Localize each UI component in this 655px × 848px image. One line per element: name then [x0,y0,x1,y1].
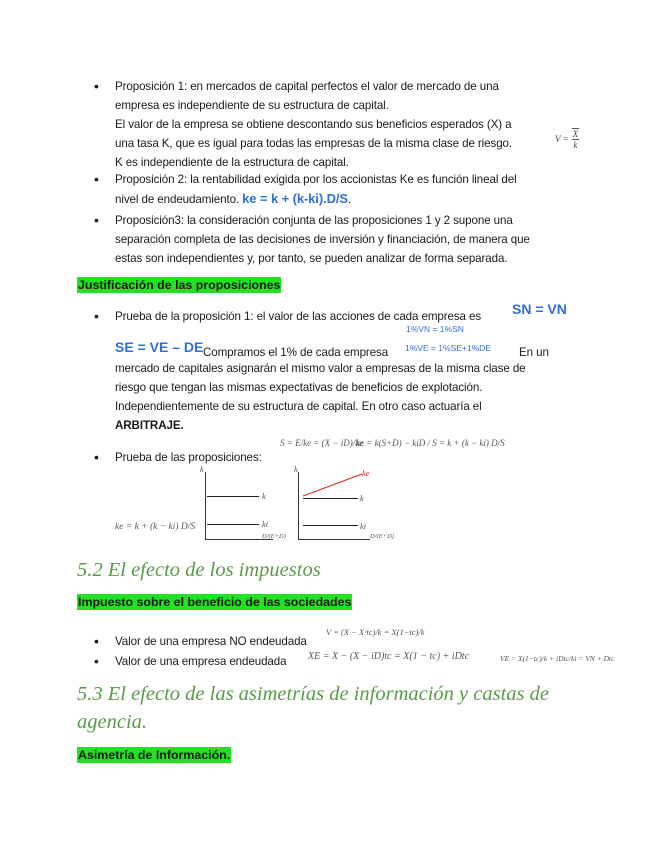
prop1-line: Proposición 1: en mercados de capital perfectos el valor de mercado de una [115,80,499,93]
proof1-line: mercado de capitales asignarán el mismo valor a empresas de la misma clase de [115,362,526,375]
formula-num: X [572,129,579,139]
bullet-dot: • [94,308,99,324]
eq-small-2: 1%VE = 1%SE+1%DE [405,343,491,353]
prop2-line: nivel de endeudamiento. ke = k + (k-ki).D/S. [115,191,352,206]
chart2-ki-label: ki [360,521,367,531]
heading-asimetria [77,746,231,764]
heading-text: Justificación de las proposiciones [78,278,281,292]
chart2-k-label: k [360,493,364,503]
prop1-text [115,77,585,172]
section-5-3-line: 5.3 El efecto de las asimetrías de información y castas de [77,683,549,705]
formula-s-equals: S = E/ke = (X − iD)/ke [280,438,364,448]
formula-v-unlevered: V = (X − X·tc)/k = X(1−tc)/k [326,627,425,637]
chart1-x-label: D/(E+D) [262,533,286,540]
section-5-3-title [77,680,617,736]
bullet-dot: • [94,633,99,649]
prop2-line: Proposición 2: la rentabilidad exigida por los accionistas Ke es función lineal del [115,173,517,186]
chart2-x-axis [298,539,370,540]
chart1-y-axis [205,472,206,540]
chart2-ke-label: ke [362,468,370,478]
bullet-dot: • [94,171,99,187]
tax-line-no-endeudada: Valor de una empresa NO endeudada [115,635,307,648]
bullet-dot: • [94,212,99,228]
proof1-arbitraje: ARBITRAJE. [115,419,184,432]
proof1-line: Independientemente de su estructura de capital. En otro caso actuaría el [115,400,482,413]
eq-sn-vn: SN = VN [512,301,567,317]
prop1-line: empresa es independiente de su estructura de capital. [115,99,389,112]
chart1-ki-line [207,524,259,525]
chart2-x-label: D/(E+D) [370,533,394,540]
formula-ve: VE = X(1−tc)/k + iDtc/ki = VN + Dtc [500,654,615,663]
formula-ke-equals: ke = k(S+D) − kiD / S = k + (k − ki) D/S [356,438,505,448]
chart-formula: ke = k + (k − ki) D/S [115,522,196,532]
chart2-k-line [303,498,358,499]
formula-xe: XE = X − (X − iD)tc = X(1 − tc) + iDtc [308,651,470,662]
prop1-line: una tasa K, que es igual para todas las empresas de la misma clase de riesgo. [115,137,513,150]
proof2-label: Prueba de las proposiciones: [115,451,262,464]
tax-line-endeudada: Valor de una empresa endeudada [115,655,287,668]
proof1-line: Compramos el 1% de cada empresa [203,346,389,359]
formula-v-equals-x-over-k [555,128,579,150]
proof1-text [115,359,585,435]
proof1-line: En un [519,346,549,359]
section-5-2-title: 5.2 El efecto de los impuestos [77,559,321,581]
chart1-k-label: k [262,491,266,501]
chart2-ki-line [303,525,358,526]
proof1-line: Prueba de la proposición 1: el valor de las acciones de cada empresa es [115,310,482,323]
proof1-line: riesgo que tengan las mismas expectativas de beneficios de explotación. [115,381,483,394]
prop3-line: separación completa de las decisiones de inversión y financiación, de manera que [115,233,530,246]
prop3-line: Proposición3: la consideración conjunta de las proposiciones 1 y 2 supone una [115,214,513,227]
eq-se-ve-de: SE = VE – DE [115,339,204,355]
prop2-line-text: nivel de endeudamiento. [115,193,240,206]
chart1-ki-label: ki [262,519,269,529]
heading-impuesto [77,593,352,611]
prop2-text [115,170,585,209]
prop1-line: K es independiente de la estructura de capital. [115,156,349,169]
chart2-y-axis [298,472,299,540]
chart1-y-label: k [200,464,204,474]
chart1-k-line [207,496,259,497]
heading-justificacion [77,276,281,294]
prop3-line: estas son independientes y, por tanto, se pueden analizar de forma separada. [115,252,508,265]
bullet-dot: • [94,78,99,94]
chart2-y-label: k [294,464,298,474]
formula-den: k [573,140,578,150]
formula-v: V = [555,134,569,144]
prop2-formula: ke = k + (k-ki).D/S [242,191,348,206]
bullet-dot: • [94,449,99,465]
heading-text: Asimetría de Información. [78,748,231,762]
heading-text: Impuesto sobre el beneficio de las sociedades [78,595,352,609]
prop1-line: El valor de la empresa se obtiene descontando sus beneficios esperados (X) a [115,118,512,131]
formula-fraction [572,128,580,150]
prop3-text [115,211,585,268]
section-5-3-line: agencia. [77,711,148,733]
eq-small-1: 1%VN = 1%SN [406,324,464,334]
bullet-dot: • [94,653,99,669]
